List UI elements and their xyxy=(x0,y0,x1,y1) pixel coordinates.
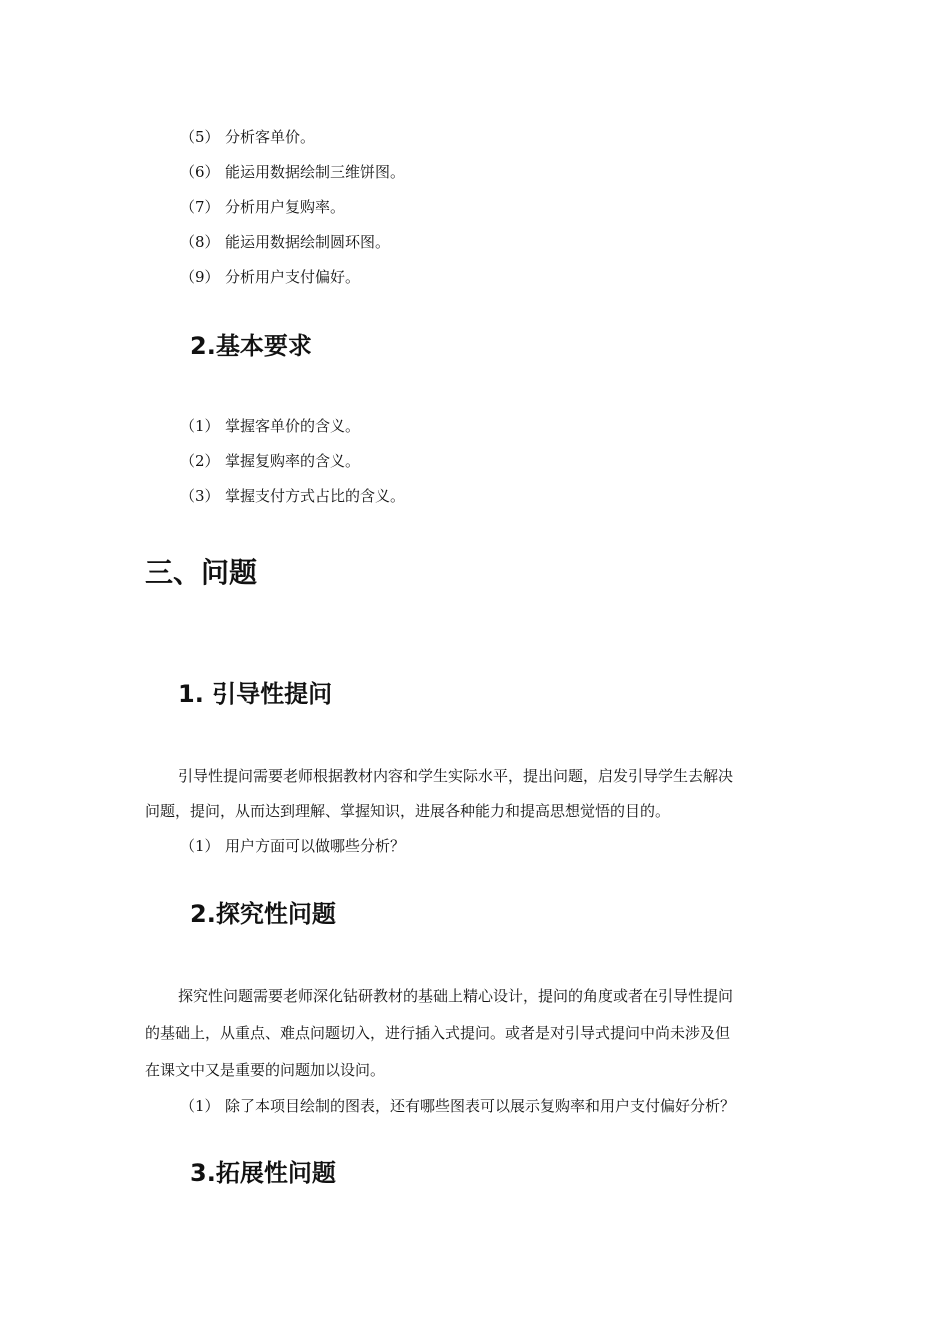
list-item xyxy=(180,1096,820,1116)
item-text: 除了本项目绘制的图表，还有哪些图表可以展示复购率和用户支付偏好分析？ xyxy=(225,1097,736,1115)
item-number: （5） xyxy=(180,128,220,146)
section-title: 三、问题 xyxy=(145,556,258,589)
list-item xyxy=(180,127,780,147)
item-text: 掌握支付方式占比的含义。 xyxy=(225,487,406,505)
section-heading-basic-requirements: 2.基本要求 xyxy=(190,332,312,360)
item-number: （9） xyxy=(180,268,220,286)
list-item xyxy=(180,162,780,182)
item-text: 掌握复购率的含义。 xyxy=(225,452,361,470)
subsection-heading-exploratory-questions: 2.探究性问题 xyxy=(190,900,336,928)
paragraph-line: 引导性提问需要老师根据教材内容和学生实际水平，提出问题，启发引导学生去解决 xyxy=(178,767,734,785)
item-text: 分析用户复购率。 xyxy=(225,198,346,216)
item-number: （1） xyxy=(180,1097,220,1115)
item-text: 掌握客单价的含义。 xyxy=(225,417,361,435)
item-text: 能运用数据绘制圆环图。 xyxy=(225,233,391,251)
list-item xyxy=(180,197,780,217)
item-number: （2） xyxy=(180,452,220,470)
item-number: （7） xyxy=(180,198,220,216)
item-number: （1） xyxy=(180,417,220,435)
item-text: 分析客单价。 xyxy=(225,128,316,146)
list-item xyxy=(180,416,780,436)
paragraph-line: 问题，提问，从而达到理解、掌握知识，进展各种能力和提高思想觉悟的目的。 xyxy=(145,802,671,820)
item-number: （3） xyxy=(180,487,220,505)
subsection-heading-guiding-questions: 1. 引导性提问 xyxy=(178,680,333,708)
item-text: 分析用户支付偏好。 xyxy=(225,268,361,286)
item-text: 用户方面可以做哪些分析？ xyxy=(225,837,406,855)
list-item xyxy=(180,451,780,471)
paragraph-line: 的基础上，从重点、难点问题切入，进行插入式提问。或者是对引导式提问中尚未涉及但 xyxy=(145,1024,731,1042)
item-number: （6） xyxy=(180,163,220,181)
item-number: （1） xyxy=(180,837,220,855)
list-item xyxy=(180,486,780,506)
list-item xyxy=(180,232,780,252)
list-item xyxy=(180,267,780,287)
paragraph-line: 在课文中又是重要的问题加以设问。 xyxy=(145,1061,386,1079)
subsection-heading-extended-questions: 3.拓展性问题 xyxy=(190,1159,336,1187)
item-text: 能运用数据绘制三维饼图。 xyxy=(225,163,406,181)
paragraph-line: 探究性问题需要老师深化钻研教材的基础上精心设计，提问的角度或者在引导性提问 xyxy=(178,987,734,1005)
item-number: （8） xyxy=(180,233,220,251)
list-item xyxy=(180,836,780,856)
